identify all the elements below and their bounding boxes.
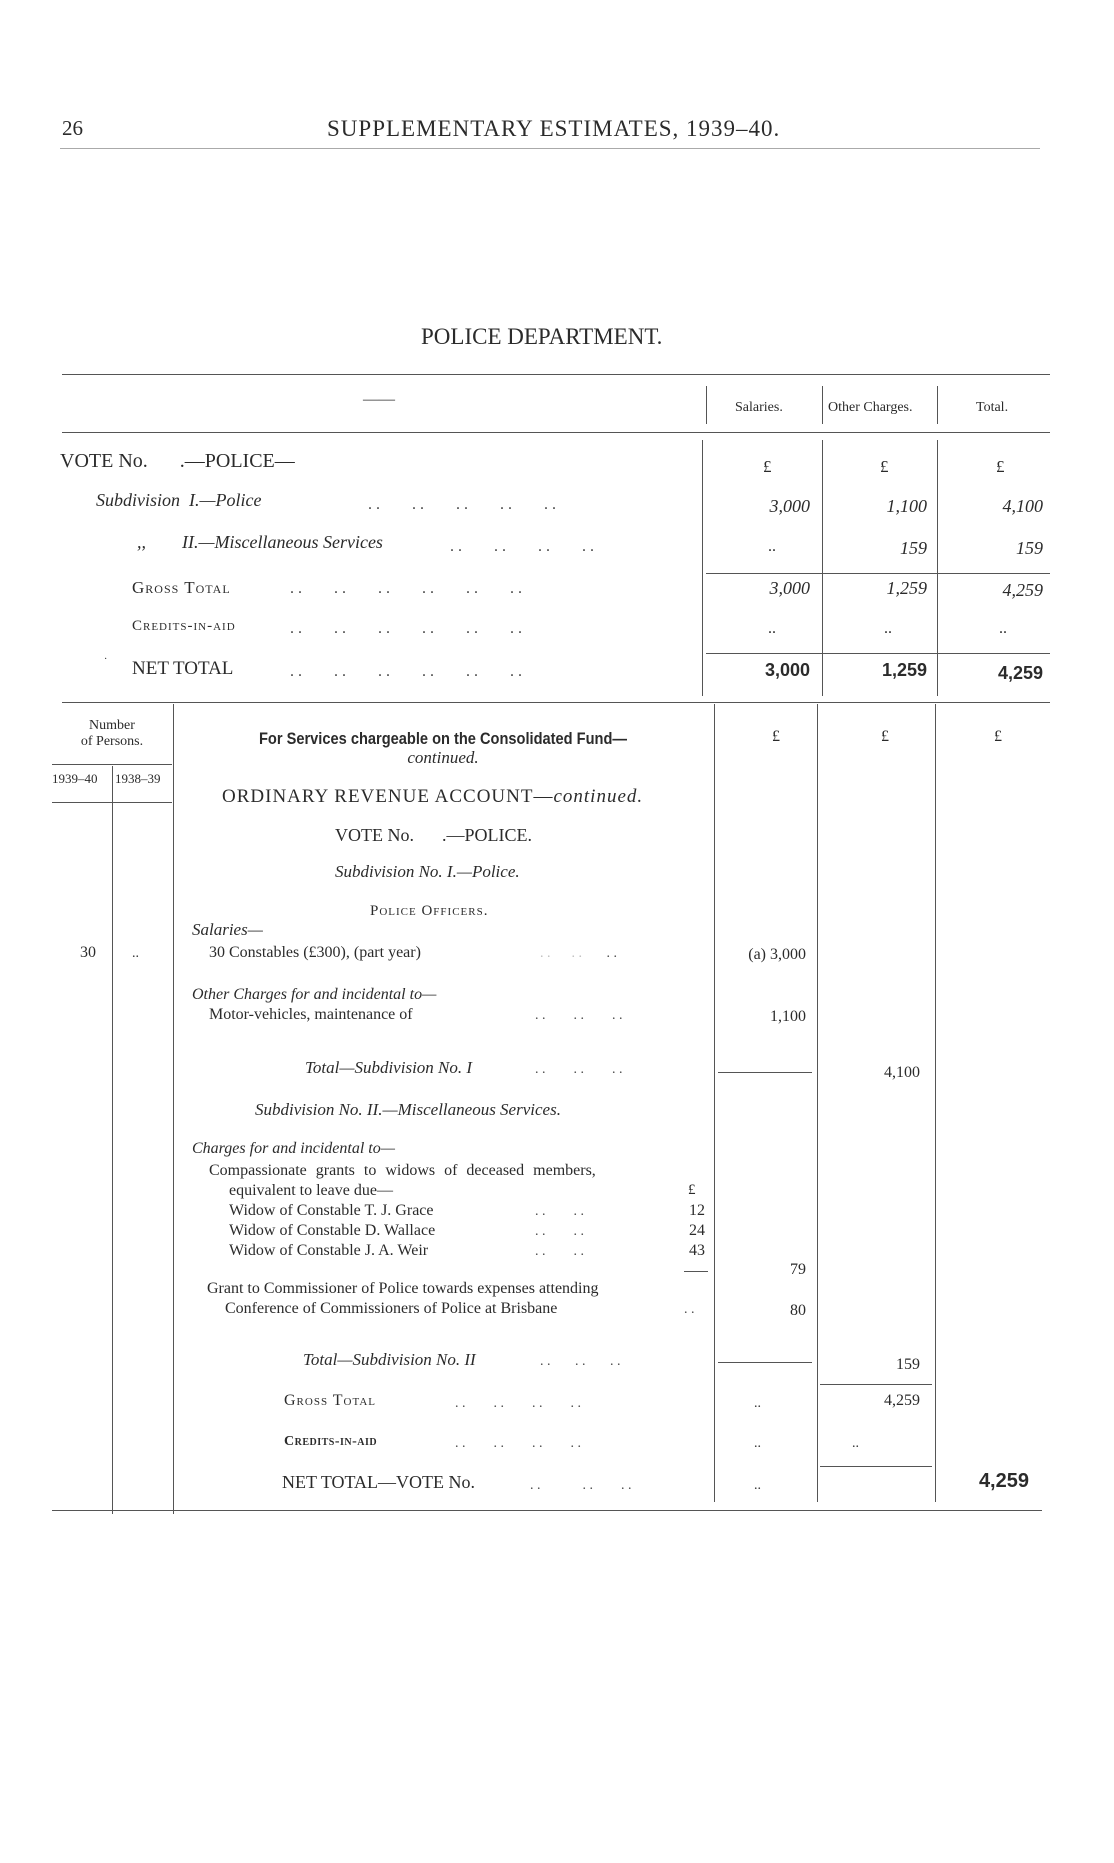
summary-net-other: 1,259 (881, 660, 927, 680)
summary-col-sep (937, 440, 938, 696)
summary-col-sep (822, 440, 823, 696)
persons-header: Number of Persons. (80, 718, 144, 749)
persons-header-rule (52, 764, 172, 765)
subdiv1-total-rule (718, 1072, 812, 1073)
summary-subdiv2-salaries: .. (768, 538, 776, 555)
currency-total: £ (996, 457, 1005, 476)
widow-2-name: Widow of Constable D. Wallace (229, 1222, 436, 1239)
compassionate-line1: Compassionate grants to widows of deceased members, (209, 1162, 596, 1179)
summary-net-salaries: 3,000 (764, 660, 810, 680)
constables-line: 30 Constables (£300), (part year) (209, 944, 421, 961)
running-title: SUPPLEMENTARY ESTIMATES, 1939–40. (327, 116, 781, 141)
leader-dots: . . . . . . (540, 946, 617, 961)
account-heading: ORDINARY REVENUE ACCOUNT—continued. (222, 786, 644, 807)
detail-col-sep (817, 704, 818, 1502)
vote-heading: VOTE No. .—POLICE. (335, 825, 532, 845)
summary-net-rule (706, 653, 1050, 654)
detail-col-sep (112, 778, 113, 1514)
summary-head-sep (822, 386, 823, 424)
subdiv1-heading: Subdivision No. I.—Police. (335, 862, 520, 881)
total-subdiv1-label: Total—Subdivision No. I (305, 1058, 473, 1077)
leader-dots: . . . . . . . . (450, 538, 594, 555)
department-title: POLICE DEPARTMENT. (421, 324, 663, 349)
gross-total-salaries: .. (754, 1396, 761, 1411)
currency-salaries: £ (763, 457, 772, 476)
gross-total-label: Gross Total (284, 1392, 377, 1409)
detail-currency-total: £ (994, 728, 1002, 745)
detail-col-sep (935, 704, 936, 1502)
header-rule (60, 148, 1040, 149)
summary-head-blank: —— (363, 391, 395, 408)
page-number: 26 (62, 116, 83, 140)
widows-total: 79 (790, 1261, 806, 1278)
summary-subdiv2-other: 159 (900, 538, 927, 558)
police-officers-heading: Police Officers. (370, 903, 489, 919)
summary-gross-other: 1,259 (886, 578, 927, 598)
summary-net-total: 4,259 (997, 663, 1043, 683)
constables-amount: (a) 3,000 (748, 946, 806, 963)
col-head-salaries: Salaries. (735, 400, 783, 415)
year-1938-39: 1938–39 (115, 771, 161, 786)
leader-dots: . . . . (535, 1244, 584, 1259)
summary-top-rule (62, 374, 1050, 375)
summary-bottom-rule (62, 702, 1050, 703)
other-charges-label: Other Charges for and incidental to— (192, 986, 437, 1003)
summary-credits-total: .. (999, 620, 1007, 637)
widow-1-amount: 12 (689, 1202, 705, 1219)
summary-gross-salaries: 3,000 (769, 578, 810, 598)
leader-dots: . . . . . . . . . . (368, 496, 556, 513)
net-total-rule (820, 1466, 932, 1467)
detail-col-sep (173, 704, 174, 1514)
motor-line: Motor-vehicles, maintenance of (209, 1006, 413, 1023)
compassionate-currency: £ (688, 1182, 696, 1198)
total-subdiv1-amount: 4,100 (884, 1064, 920, 1081)
motor-amount: 1,100 (770, 1008, 806, 1025)
summary-head-sep (937, 386, 938, 424)
year-1939-40: 1939–40 (52, 771, 98, 786)
net-total-label: NET TOTAL—VOTE No. (282, 1472, 476, 1492)
leader-dots: . . . . . . . . . . . . (290, 580, 522, 597)
leader-dots: . . . . . . . . . . . . (290, 663, 522, 680)
leader-dots: . . . . . . (540, 1354, 621, 1369)
salaries-label: Salaries— (192, 920, 263, 939)
summary-subdiv1-total: 4,100 (1002, 496, 1043, 516)
widow-1-name: Widow of Constable T. J. Grace (229, 1202, 434, 1219)
grant-line1: Grant to Commissioner of Police towards expenses attending (207, 1280, 599, 1297)
summary-row-subdiv1: Subdivision I.—Police (96, 490, 262, 510)
services-subtitle: continued. (407, 748, 479, 767)
summary-vote-label: VOTE No. .—POLICE— (60, 450, 295, 472)
grant-line2: Conference of Commissioners of Police at Brisbane (225, 1300, 558, 1317)
summary-row-gross-total: Gross Total (132, 578, 231, 597)
subdiv2-total-rule (718, 1362, 812, 1363)
leader-dots: . . . . . . (535, 1062, 623, 1077)
leader-dots: . . . . (535, 1224, 584, 1239)
summary-subdiv1-other: 1,100 (886, 496, 927, 516)
summary-subdiv2-total: 159 (1016, 538, 1043, 558)
charges-label: Charges for and incidental to— (192, 1140, 395, 1157)
detail-bottom-rule (52, 1510, 1042, 1511)
widows-sum-rule (684, 1271, 708, 1272)
credits-other: .. (852, 1436, 859, 1451)
summary-row-subdiv2: ,, II.—Miscellaneous Services (137, 532, 383, 552)
leader-dots: . . . . . . (535, 1008, 623, 1023)
total-subdiv2-label: Total—Subdivision No. II (303, 1350, 476, 1369)
detail-col-sep (714, 704, 715, 1502)
leader-dots: . . . . . . . . (455, 1436, 581, 1451)
grant-amount: 80 (790, 1302, 806, 1319)
detail-currency-other: £ (881, 728, 889, 745)
col-head-other-charges: Other Charges. (828, 400, 913, 415)
leader-dots: . . . . . . . . . . . . (290, 620, 522, 637)
net-total-salaries: .. (754, 1478, 761, 1493)
summary-gross-total: 4,259 (1002, 580, 1043, 600)
detail-currency-salaries: £ (772, 728, 780, 745)
credits-label: Credits-in-aid (284, 1434, 378, 1449)
constables-count-1938: .. (132, 946, 139, 961)
summary-row-net-total: NET TOTAL (132, 658, 234, 679)
summary-col-sep (702, 440, 703, 696)
leader-dots: . . . . . . . . (455, 1396, 581, 1411)
compassionate-line2: equivalent to leave due— (229, 1182, 393, 1199)
total-subdiv2-amount: 159 (896, 1356, 920, 1373)
services-title: For Services chargeable on the Consolidated Fund— (258, 729, 627, 748)
col-head-total: Total. (976, 400, 1009, 415)
gross-total-rule (820, 1384, 932, 1385)
net-total-amount: 4,259 (978, 1470, 1029, 1492)
widow-2-amount: 24 (689, 1222, 705, 1239)
summary-head-sep (706, 386, 707, 424)
bullet-mark: · (104, 654, 108, 665)
gross-total-amount: 4,259 (884, 1392, 920, 1409)
leader-dots: . . . . . . (530, 1478, 632, 1493)
subdiv2-heading: Subdivision No. II.—Miscellaneous Services. (255, 1100, 561, 1119)
credits-salaries: .. (754, 1436, 761, 1451)
widow-3-amount: 43 (689, 1242, 705, 1259)
year-sep (112, 766, 113, 794)
summary-subtotal-rule (706, 573, 1050, 574)
leader-dots: . . (684, 1302, 695, 1317)
years-rule (52, 802, 172, 803)
leader-dots: . . . . (535, 1204, 584, 1219)
summary-row-credits: Credits-in-aid (132, 618, 236, 634)
summary-head-rule (62, 432, 1050, 433)
constables-count-1939: 30 (80, 944, 96, 961)
summary-subdiv1-salaries: 3,000 (769, 496, 810, 516)
summary-credits-other: .. (884, 620, 892, 637)
summary-credits-salaries: .. (768, 620, 776, 637)
widow-3-name: Widow of Constable J. A. Weir (229, 1242, 429, 1259)
currency-other: £ (880, 457, 889, 476)
